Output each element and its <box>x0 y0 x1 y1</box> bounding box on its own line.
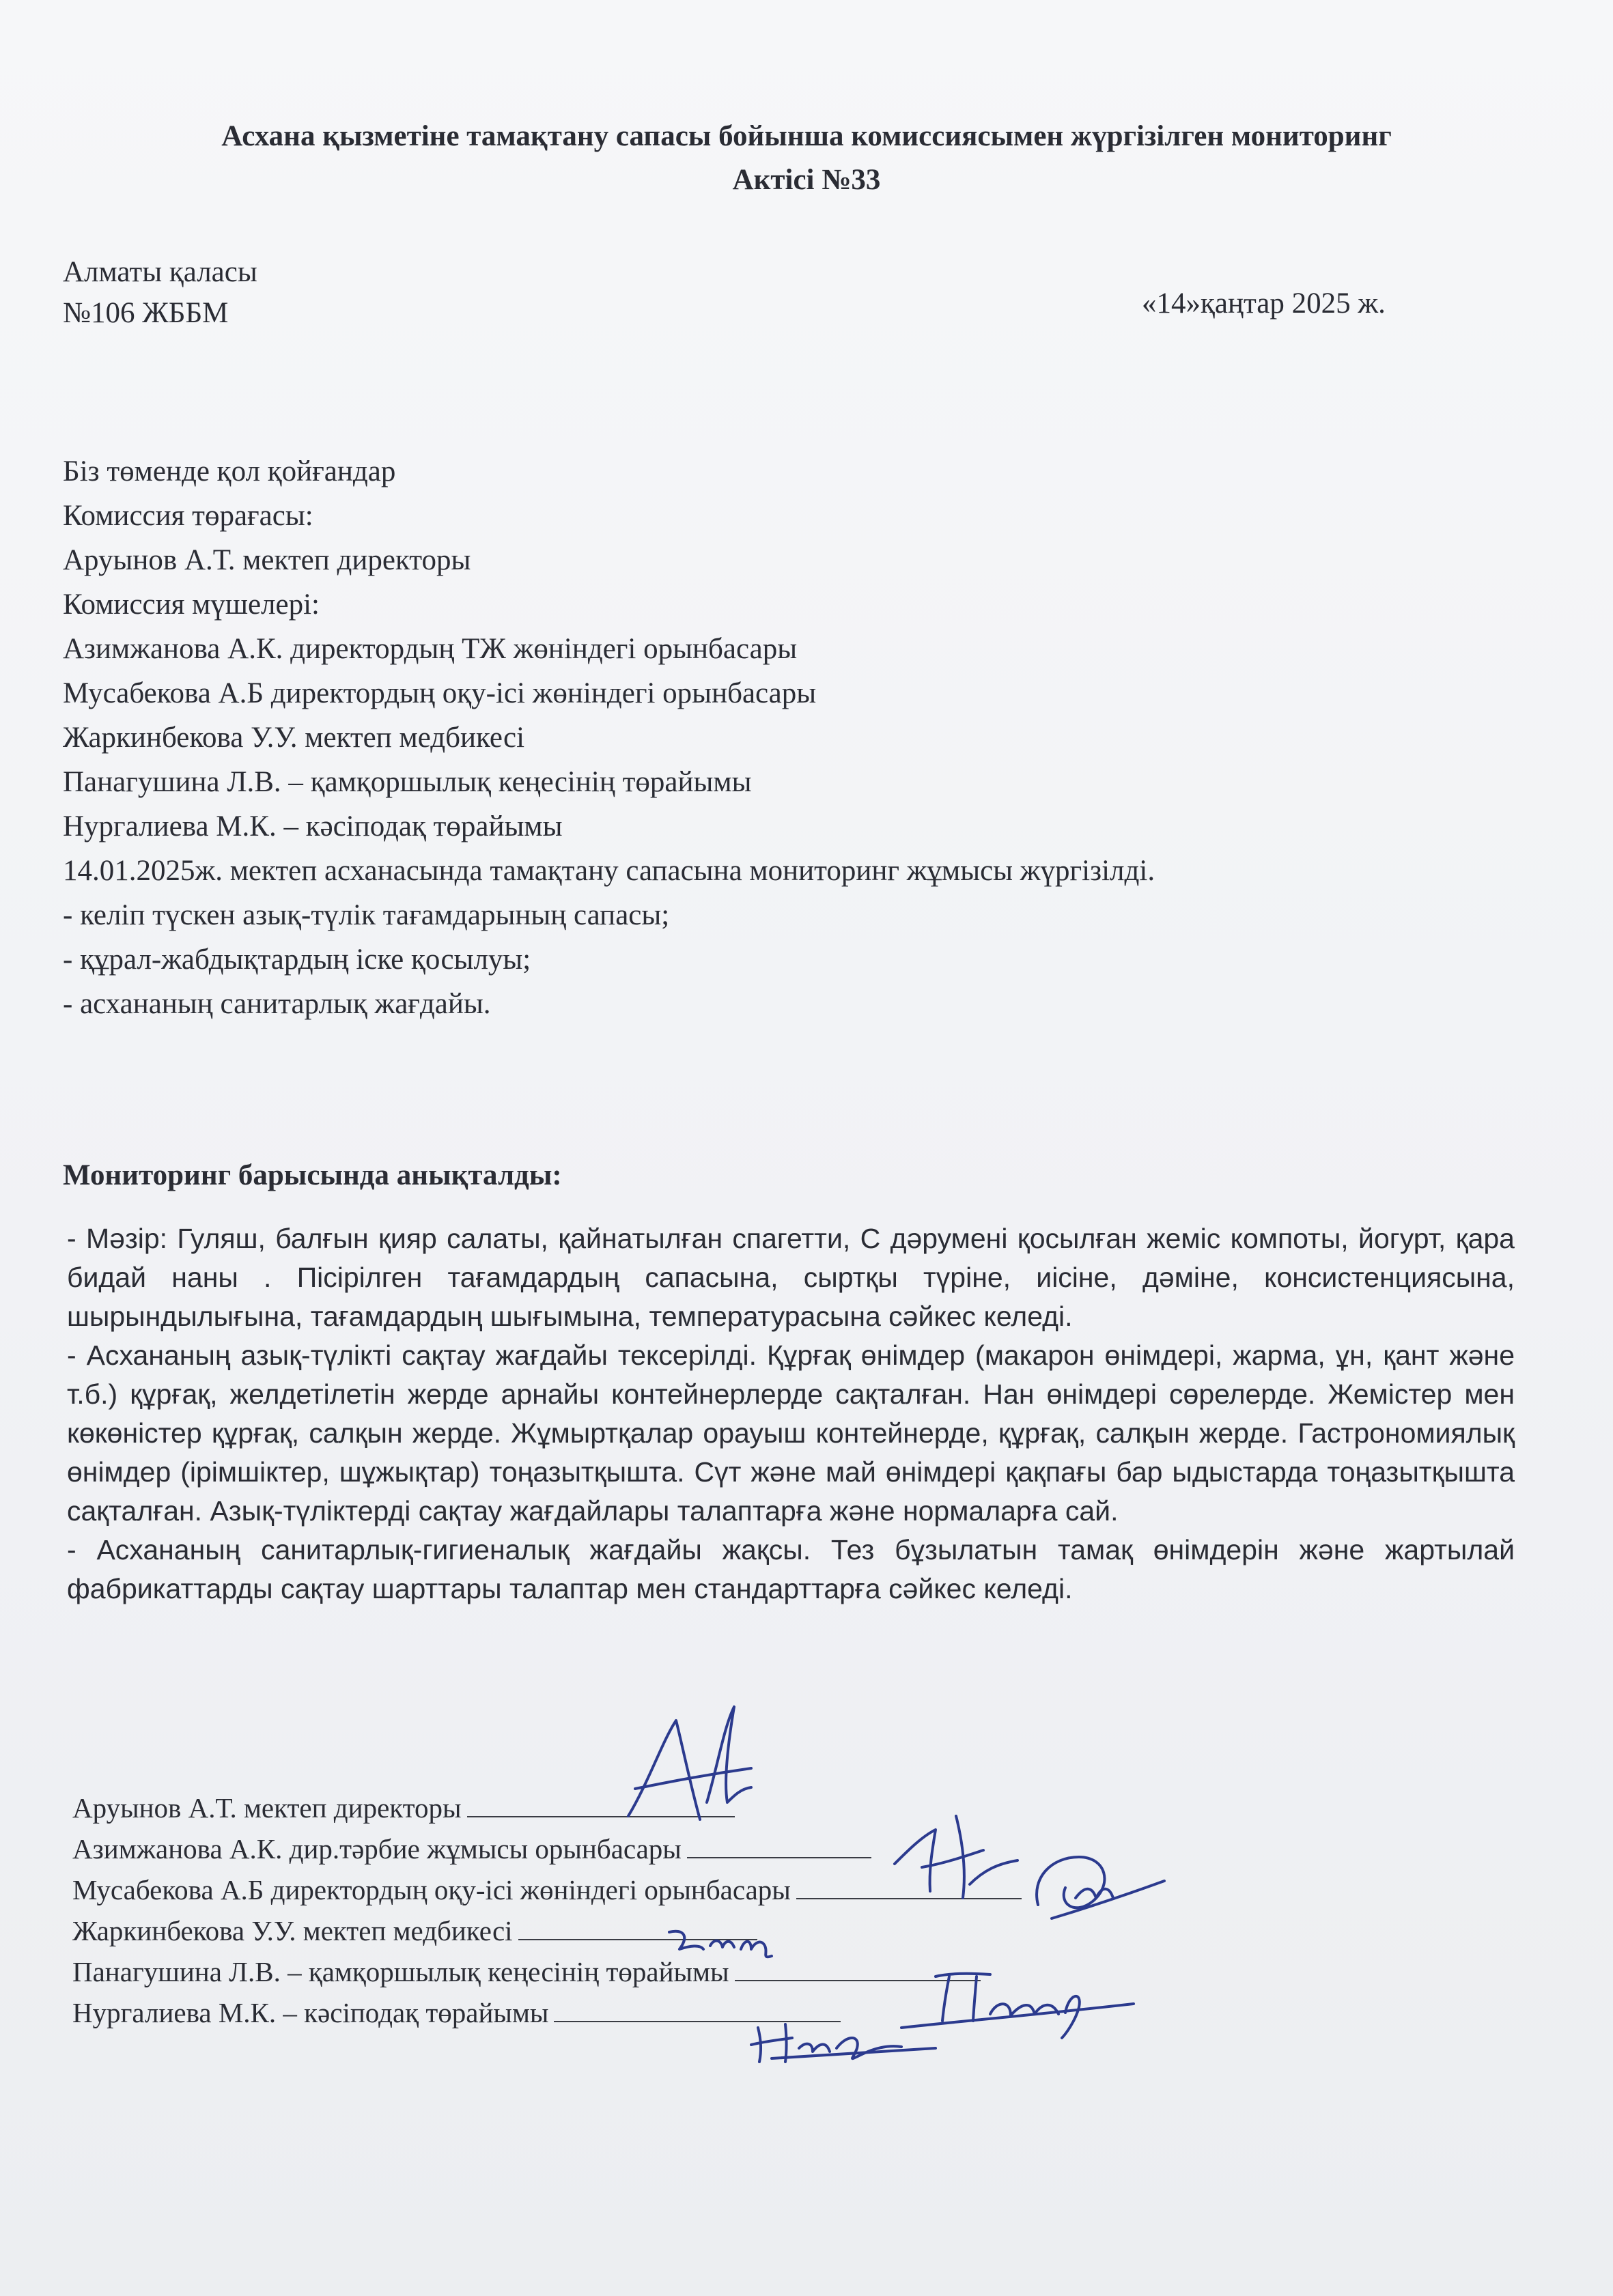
intro-line: Мусабекова А.Б директордың оқу-ісі жөніндегі орынбасары <box>63 677 817 709</box>
signature-musabekova <box>1011 1837 1175 1932</box>
signature-zharkinbekova <box>662 1918 779 1966</box>
signatory-label: Азимжанова А.К. дир.тәрбие жұмысы орынбасары <box>72 1833 682 1865</box>
document-date: «14»қаңтар 2025 ж. <box>1142 287 1386 320</box>
signature-row <box>72 1953 1022 1994</box>
signature-row <box>72 1830 1022 1871</box>
findings-paragraph: - Асхананың азық-түлікті сақтау жағдайы тексерілді. Құрғақ өнімдер (макарон өнімдері, жарма, ұн, қант және т.б.) құрғақ, желдетілетін жерде арнайы контейнерлерде сақталған. Нан өнімдері сөрелерде. Жемістер мен көкөністер құрғақ, салқын жерде. Жұмыртқалар орауыш контейнерде, құрғақ, салқын жерде. Гастрономиялық өнімдер (ірімшіктер, шұжықтар) тоңазытқышта. Сүт және май өнімдері қақпағы бар ыдыстарда тоңазытқышта сақталған. Азық-түліктерді сақтау жағдайлары талаптарға және нормаларға сай. <box>67 1340 1515 1527</box>
intro-line: Нургалиева М.К. – кәсіподақ төрайымы <box>63 810 563 842</box>
document-title <box>0 115 1613 202</box>
signatory-label: Аруынов А.Т. мектеп директоры <box>72 1792 462 1824</box>
findings-paragraph: - Асхананың санитарлық-гигиеналық жағдайы жақсы. Тез бұзылатын тамақ өнімдерін және жартылай фабрикаттарды сақтау шарттары талаптар мен стандарттарға сәйкес келеді. <box>67 1534 1515 1604</box>
intro-line: Біз төменде қол қойғандар <box>63 455 396 487</box>
intro-line: Комиссия мүшелері: <box>63 589 320 621</box>
signature-block <box>72 1789 1022 2035</box>
title-line-2: Актісі №33 <box>732 164 881 196</box>
findings-body <box>67 1219 1515 1608</box>
intro-line: Аруынов А.Т. мектеп директоры <box>63 544 471 576</box>
signatory-label: Панагушина Л.В. – қамқоршылық кеңесінің төрайымы <box>72 1956 729 1987</box>
signature-row <box>72 1871 1022 1912</box>
intro-line: Жаркинбекова У.У. мектеп медбикесі <box>63 722 525 754</box>
intro-line: 14.01.2025ж. мектеп асханасында тамақтану сапасына мониторинг жұмысы жүргізілді. <box>63 855 1155 887</box>
intro-line: - құрал-жабдықтардың іске қосылуы; <box>63 944 531 976</box>
intro-line: Комиссия төрағасы: <box>63 500 313 532</box>
intro-block <box>63 449 1155 1026</box>
school-label: №106 ЖББМ <box>63 297 229 329</box>
signatory-label: Нургалиева М.К. – кәсіподақ төрайымы <box>72 1997 549 2028</box>
signature-nurgalieva <box>744 2014 949 2069</box>
intro-line: Панагушина Л.В. – қамқоршылық кеңесінің төрайымы <box>63 766 752 798</box>
findings-heading: Мониторинг барысында анықталды: <box>63 1159 562 1191</box>
findings-paragraph: - Мәзір: Гуляш, балғын қияр салаты, қайнатылған спагетти, С дәрумені қосылған жеміс компоты, йогурт, қара бидай наны . Пісірілген тағамдардың сапасына, сыртқы түріне, иісіне, дәміне, консистенциясына, шырындылығына, тағамдардың шығымына, температурасына сәйкес келеді. <box>67 1223 1515 1332</box>
signatory-label: Мусабекова А.Б директордың оқу-ісі жөніндегі орынбасары <box>72 1874 791 1905</box>
title-line-1: Асхана қызметіне тамақтану сапасы бойынша комиссиясымен жүргізілген мониторинг <box>221 120 1392 152</box>
signature-row <box>72 1912 1022 1953</box>
signature-row <box>72 1789 1022 1830</box>
intro-line: Азимжанова А.К. директордың ТЖ жөніндегі орынбасары <box>63 633 798 665</box>
signature-aruynov <box>587 1700 792 1837</box>
intro-line: - асхананың санитарлық жағдайы. <box>63 988 491 1020</box>
signatory-label: Жаркинбекова У.У. мектеп медбикесі <box>72 1915 513 1946</box>
intro-line: - келіп түскен азық-түлік тағамдарының сапасы; <box>63 899 670 931</box>
city-label: Алматы қаласы <box>63 256 257 288</box>
